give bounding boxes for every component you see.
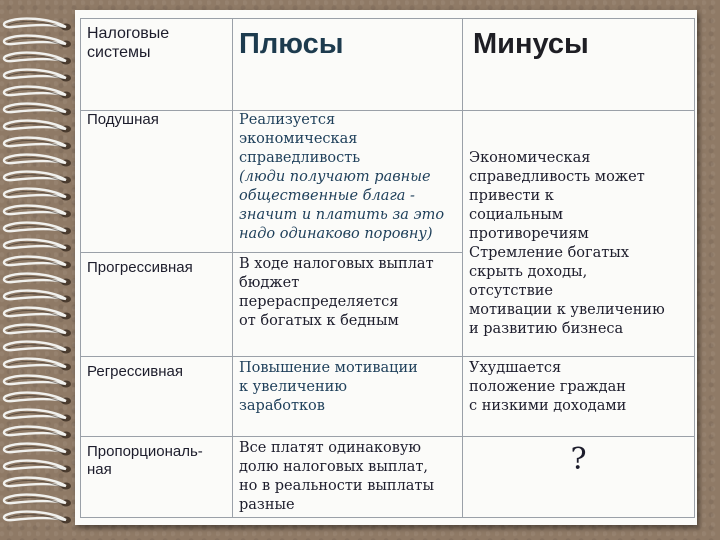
minuses-text: Стремление богатых скрыть доходы, отсутствие мотивации к увеличению и развитию бизнеса: [469, 245, 665, 337]
pluses-text: Реализуется экономическая справедливость: [239, 112, 361, 166]
pluses-note: (люди получают равные общественные блага - значит и платить за это надо одинаково поровну): [239, 169, 445, 242]
minuses-cell-regressive: Ухудшается положение граждан с низкими доходами: [463, 357, 695, 437]
table-row-regressive: [81, 357, 695, 437]
system-name-proportional: Пропорциональ- ная: [81, 437, 233, 518]
pluses-cell-per-capita: [233, 111, 463, 253]
minuses-cell-per-capita-progressive: [463, 111, 695, 357]
pluses-cell-proportional: Все платят одинаковую долю налоговых выплат, но в реальности выплаты разные: [233, 437, 463, 518]
minuses-text: Экономическая справедливость может привести к социальным противоречиям: [469, 150, 645, 242]
question-mark: ?: [570, 442, 587, 477]
table-header-row: [81, 19, 695, 111]
minuses-cell-proportional: [463, 437, 695, 518]
tax-systems-table: [80, 18, 695, 518]
table-row-per-capita: [81, 111, 695, 253]
pluses-cell-progressive: В ходе налоговых выплат бюджет перераспределяется от богатых к бедным: [233, 253, 463, 357]
header-minuses: Минусы: [463, 19, 695, 111]
system-name-progressive: Прогрессивная: [81, 253, 233, 357]
header-tax-systems: Налоговые системы: [81, 19, 233, 111]
notebook-spiral-binding: [0, 0, 80, 540]
table-row-proportional: [81, 437, 695, 518]
pluses-cell-regressive: Повышение мотивации к увеличению заработков: [233, 357, 463, 437]
system-name-regressive: Регрессивная: [81, 357, 233, 437]
system-name-per-capita: Подушная: [81, 111, 233, 253]
header-pluses: Плюсы: [233, 19, 463, 111]
